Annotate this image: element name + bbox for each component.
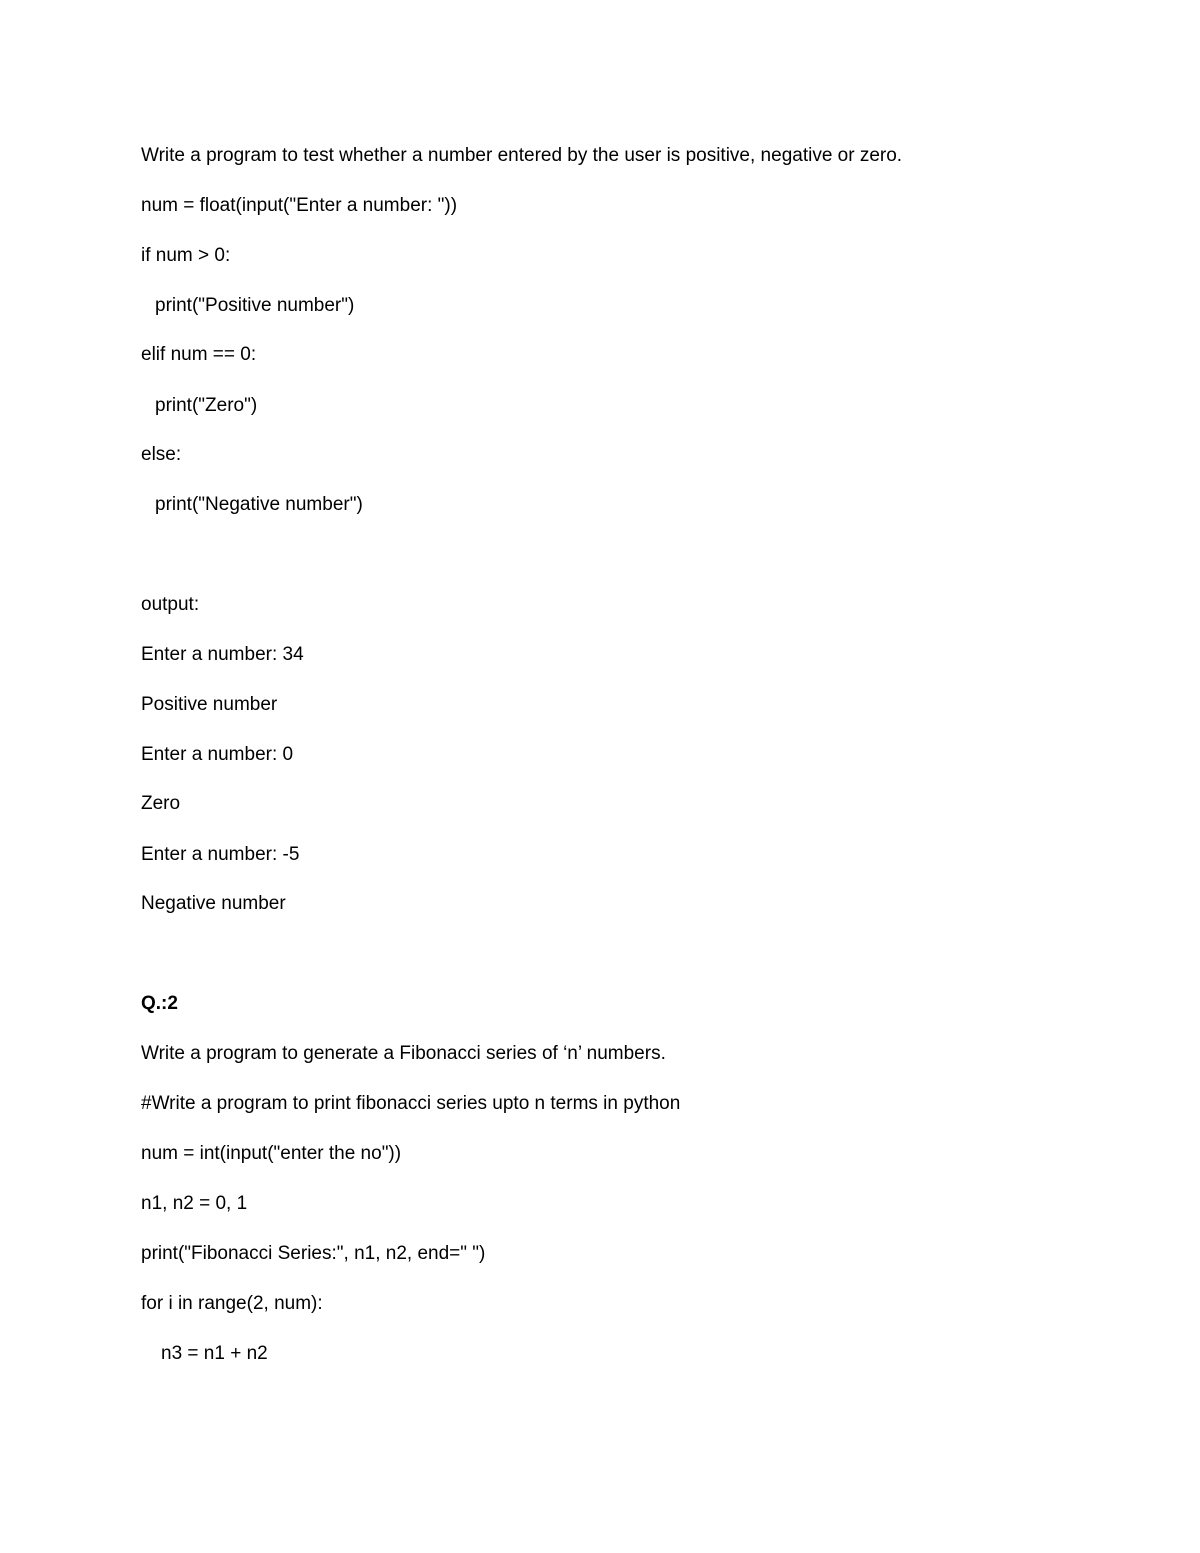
code-line: for i in range(2, num): <box>141 1293 323 1314</box>
output-line: Positive number <box>141 694 278 715</box>
output-line: Enter a number: -5 <box>141 844 300 865</box>
question-1-prompt: Write a program to test whether a number entered by the user is positive, negative or zero. <box>141 145 903 166</box>
output-line: Negative number <box>141 893 286 914</box>
output-line: Enter a number: 34 <box>141 644 304 665</box>
code-comment-line: #Write a program to print fibonacci series upto n terms in python <box>141 1093 681 1114</box>
code-line: print("Zero") <box>155 395 258 416</box>
output-line: Zero <box>141 793 181 814</box>
code-line: else: <box>141 444 182 465</box>
output-line: Enter a number: 0 <box>141 744 294 765</box>
code-line: print("Fibonacci Series:", n1, n2, end=" ") <box>141 1243 486 1264</box>
code-line: elif num == 0: <box>141 344 257 365</box>
code-line: n3 = n1 + n2 <box>161 1343 268 1364</box>
code-line: if num > 0: <box>141 245 231 266</box>
code-line: print("Positive number") <box>155 295 355 316</box>
code-line: num = float(input("Enter a number: ")) <box>141 195 458 216</box>
code-line: print("Negative number") <box>155 494 363 515</box>
code-line: num = int(input("enter the no")) <box>141 1143 402 1164</box>
question-2-heading: Q.:2 <box>141 993 178 1014</box>
code-line: n1, n2 = 0, 1 <box>141 1193 248 1214</box>
output-label: output: <box>141 594 200 615</box>
question-2-prompt: Write a program to generate a Fibonacci series of ‘n’ numbers. <box>141 1043 666 1064</box>
